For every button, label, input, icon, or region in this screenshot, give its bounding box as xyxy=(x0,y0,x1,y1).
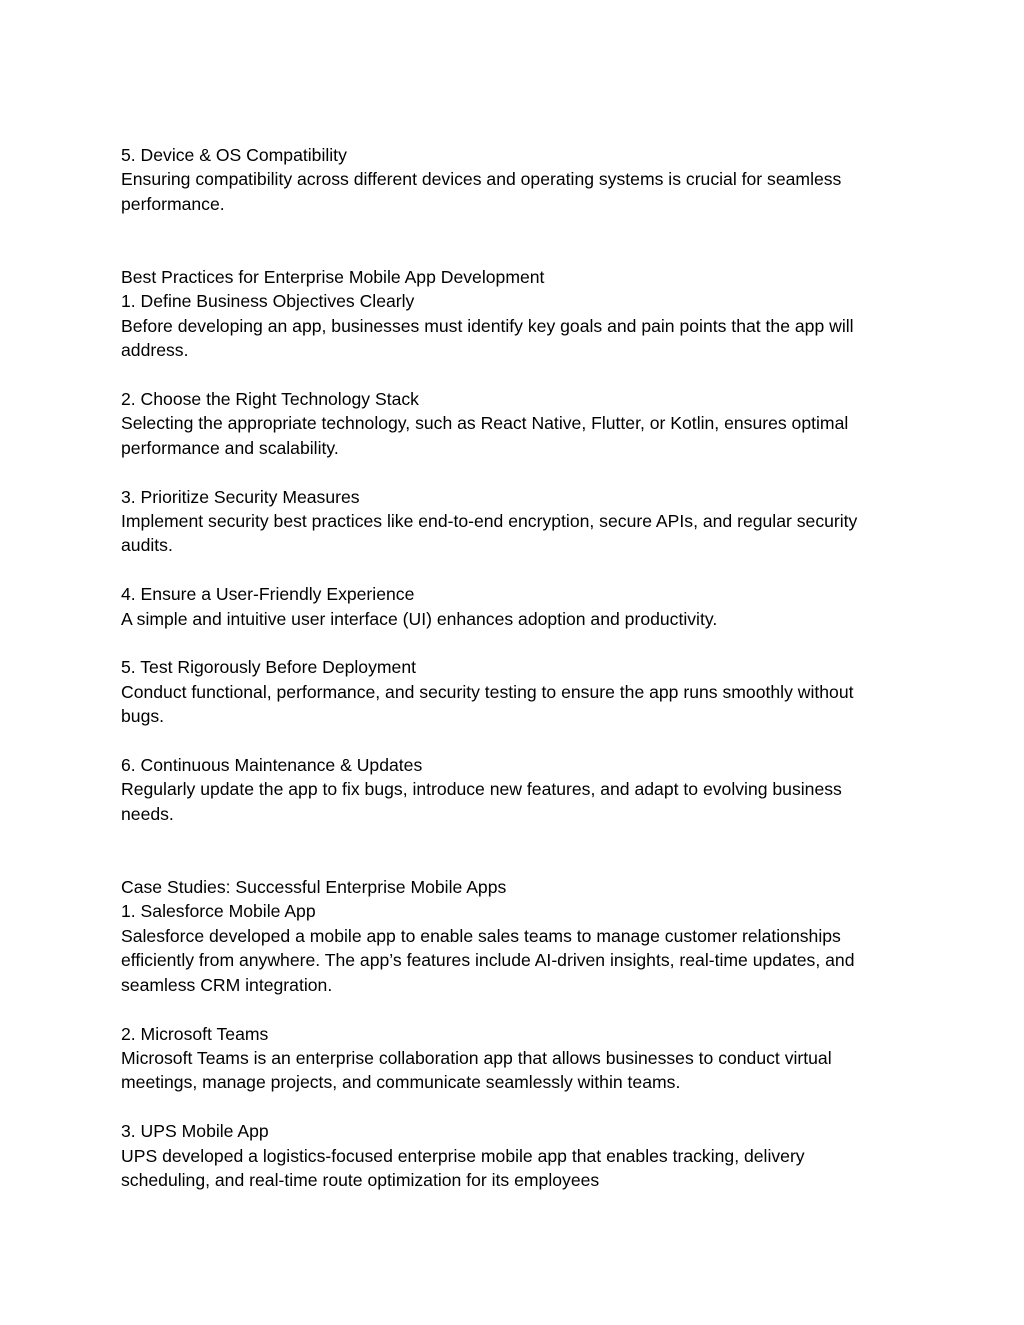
item-title: 3. Prioritize Security Measures xyxy=(121,486,360,507)
body-line: Regularly update the app to fix bugs, introduce new features, and adapt to evolving business xyxy=(121,779,842,800)
section-heading: Best Practices for Enterprise Mobile App Development xyxy=(121,267,545,288)
body-line: audits. xyxy=(121,535,173,556)
item-title: 5. Test Rigorously Before Deployment xyxy=(121,657,417,678)
body-line: A simple and intuitive user interface (UI) enhances adoption and productivity. xyxy=(121,608,718,629)
section-case-studies xyxy=(121,875,911,1192)
body-line: Salesforce developed a mobile app to enable sales teams to manage customer relationships xyxy=(121,925,841,946)
section-best-practices xyxy=(121,265,911,826)
list-item xyxy=(121,289,911,362)
item-title: 1. Define Business Objectives Clearly xyxy=(121,291,415,312)
list-item xyxy=(121,387,911,460)
spacer xyxy=(121,460,911,484)
body-line: needs. xyxy=(121,803,174,824)
section-device-compatibility xyxy=(121,143,911,216)
body-line: efficiently from anywhere. The app’s features include AI-driven insights, real-time updates, and xyxy=(121,950,855,971)
spacer xyxy=(121,631,911,655)
item-title: 2. Choose the Right Technology Stack xyxy=(121,389,419,410)
body-line: Before developing an app, businesses must identify key goals and pain points that the app will xyxy=(121,315,854,336)
body-line: performance and scalability. xyxy=(121,437,339,458)
section-title: 5. Device & OS Compatibility xyxy=(121,145,347,165)
item-title: 3. UPS Mobile App xyxy=(121,1121,269,1142)
body-line: Ensuring compatibility across different devices and operating systems is crucial for seamless xyxy=(121,169,842,190)
body-line: scheduling, and real-time route optimization for its employees xyxy=(121,1169,600,1190)
spacer xyxy=(121,558,911,582)
spacer xyxy=(121,729,911,753)
body-line: Microsoft Teams is an enterprise collaboration app that allows businesses to conduct virtual xyxy=(121,1047,832,1068)
body-line: UPS developed a logistics-focused enterprise mobile app that enables tracking, delivery xyxy=(121,1145,805,1166)
list-item xyxy=(121,582,911,631)
list-item xyxy=(121,753,911,826)
item-title: 4. Ensure a User-Friendly Experience xyxy=(121,584,415,605)
spacer xyxy=(121,1095,911,1119)
body-line: seamless CRM integration. xyxy=(121,974,333,995)
spacer xyxy=(121,826,911,875)
body-line: Selecting the appropriate technology, such as React Native, Flutter, or Kotlin, ensures optimal xyxy=(121,413,849,434)
item-title: 2. Microsoft Teams xyxy=(121,1023,269,1044)
section-heading: Case Studies: Successful Enterprise Mobile Apps xyxy=(121,877,507,898)
body-line: meetings, manage projects, and communicate seamlessly within teams. xyxy=(121,1072,681,1093)
item-title: 6. Continuous Maintenance & Updates xyxy=(121,755,423,776)
list-item xyxy=(121,655,911,728)
list-item xyxy=(121,1022,911,1095)
spacer xyxy=(121,997,911,1021)
list-item xyxy=(121,1119,911,1192)
body-line: performance. xyxy=(121,193,225,214)
spacer xyxy=(121,216,911,265)
body-line: address. xyxy=(121,340,189,361)
body-line: Conduct functional, performance, and security testing to ensure the app runs smoothly without xyxy=(121,681,854,702)
list-item xyxy=(121,485,911,558)
body-line: Implement security best practices like end-to-end encryption, secure APIs, and regular security xyxy=(121,511,858,532)
item-title: 1. Salesforce Mobile App xyxy=(121,901,316,922)
body-line: bugs. xyxy=(121,706,165,727)
list-item xyxy=(121,899,911,997)
document-page xyxy=(121,143,911,1192)
spacer xyxy=(121,363,911,387)
